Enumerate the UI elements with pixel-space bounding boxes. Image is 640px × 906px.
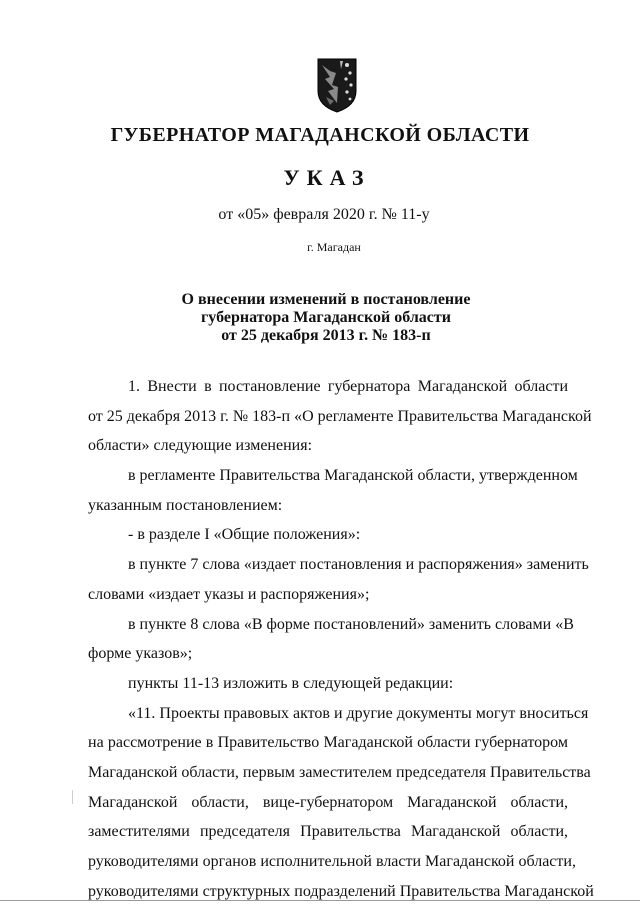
- document-type: УКАЗ: [283, 165, 371, 190]
- document-title-line: О внесении изменений в постановление: [181, 291, 471, 308]
- coat-of-arms-icon: [316, 57, 358, 113]
- body-line: руководителями структурных подразделений Правительства Магаданской: [88, 882, 594, 900]
- body-line: от 25 декабря 2013 г. № 183-п «О регламенте Правительства Магаданской: [88, 407, 592, 425]
- body-line: заместителями председателя Правительства Магаданской области,: [88, 823, 568, 841]
- body-line: - в разделе I «Общие положения»:: [128, 526, 361, 544]
- body-line: форме указов»;: [88, 645, 193, 663]
- document-title: [0, 291, 640, 345]
- document-date-number: от «05» февраля 2020 г. № 11-у: [218, 206, 430, 223]
- body-line: в пункте 7 слова «издает постановления и распоряжения» заменить: [128, 556, 589, 574]
- scan-margin-mark: [72, 790, 73, 804]
- issuing-authority: ГУБЕРНАТОР МАГАДАНСКОЙ ОБЛАСТИ: [110, 124, 530, 146]
- body-line: пункты 11-13 изложить в следующей редакции:: [128, 674, 454, 692]
- body-line: в пункте 8 слова «В форме постановлений» заменить словами «В: [128, 615, 574, 633]
- body-line: руководителями органов исполнительной власти Магаданской области,: [88, 853, 576, 870]
- body-line: Магаданской области, вице-губернатором Магаданской области,: [88, 793, 568, 811]
- body-line: на рассмотрение в Правительство Магаданской области губернатором: [88, 734, 568, 752]
- body-line: указанным постановлением:: [88, 496, 283, 514]
- document-title-line: от 25 декабря 2013 г. № 183-п: [221, 327, 431, 344]
- body-line: 1. Внести в постановление губернатора Магаданской области: [128, 378, 568, 395]
- body-line: области» следующие изменения:: [88, 437, 313, 455]
- body-line: словами «издает указы и распоряжения»;: [88, 585, 370, 603]
- body-line: «11. Проекты правовых актов и другие документы могут вноситься: [128, 704, 589, 722]
- document-body: [88, 372, 594, 906]
- body-line: Магаданской области, первым заместителем председателя Правительства: [88, 763, 591, 781]
- body-line: в регламенте Правительства Магаданской области, утвержденном: [128, 467, 578, 485]
- document-title-line: губернатора Магаданской области: [201, 309, 451, 326]
- page-bottom-edge: [0, 900, 640, 901]
- document-city: г. Магадан: [307, 240, 361, 254]
